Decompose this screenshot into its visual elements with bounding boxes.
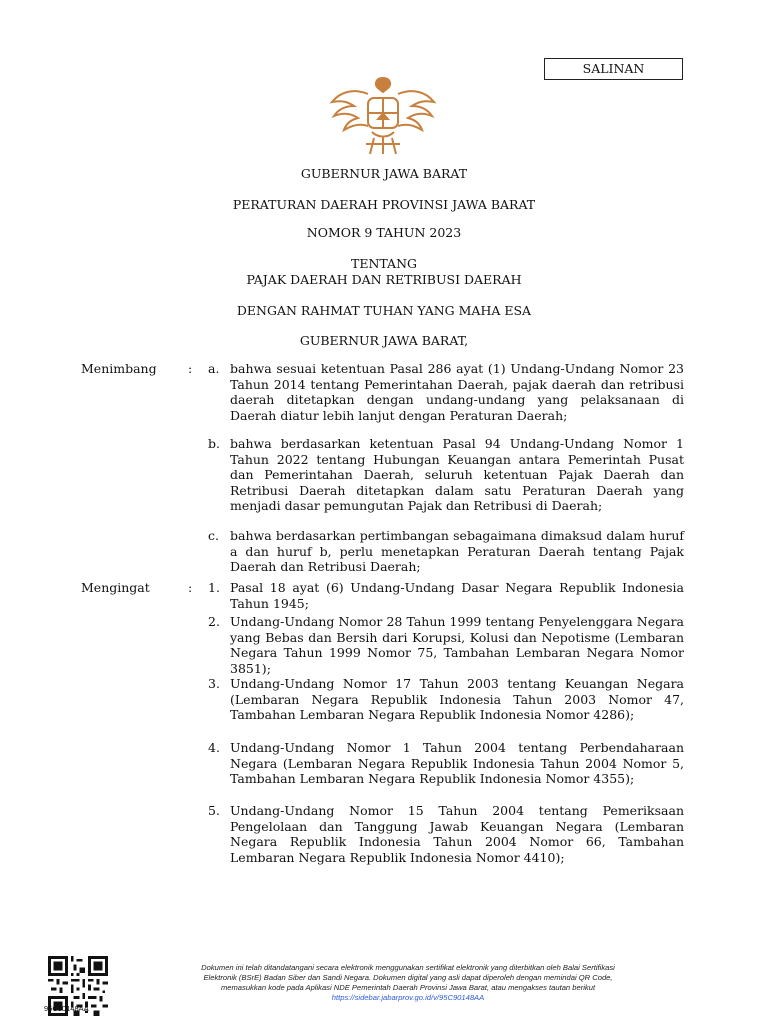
list-item — [208, 528, 684, 575]
item-number: 3. — [208, 676, 220, 691]
regulation-subject: PAJAK DAERAH DAN RETRIBUSI DAERAH — [246, 272, 522, 287]
qr-code-id: 95C90148AA — [44, 1004, 89, 1013]
list-item — [208, 580, 684, 611]
list-item — [208, 803, 684, 865]
item-number: 5. — [208, 803, 220, 818]
list-item — [208, 676, 684, 723]
notice-line: memasukkan kode pada Aplikasi NDE Pemerintah Daerah Provinsi Jawa Barat, atau mengakses tautan berikut — [220, 983, 596, 992]
signature-notice — [128, 963, 688, 1003]
item-text: Pasal 18 ayat (6) Undang-Undang Dasar Negara Republik Indonesia Tahun 1945; — [230, 580, 684, 611]
item-number: 1. — [208, 580, 220, 595]
garuda-emblem — [328, 68, 438, 158]
item-text: Undang-Undang Nomor 17 Tahun 2003 tentang Keuangan Negara (Lembaran Negara Republik Indonesia Tahun 2003 Nomor 47, Tambahan Lembaran Negara Republik Indonesia Nomor 4286); — [230, 676, 684, 723]
item-text: bahwa sesuai ketentuan Pasal 286 ayat (1) Undang-Undang Nomor 23 Tahun 2014 tentang Pemerintahan Daerah, pajak daerah dan retribusi daerah ditetapkan dengan undang-undang yang pelaksanaan di Daerah diatur lebih lanjut dengan Peraturan Daerah; — [230, 361, 684, 423]
item-text: bahwa berdasarkan ketentuan Pasal 94 Undang-Undang Nomor 1 Tahun 2022 tentang Hubungan Keuangan antara Pemerintah Pusat dan Pemerintahan Daerah, seluruh ketentuan Pajak Daerah dan Retribusi Daerah ditetapkan dalam satu Peraturan Daerah yang menjadi dasar pemungutan Pajak dan Retribusi di Daerah; — [230, 436, 684, 514]
verification-link[interactable]: https://sidebar.jabarprov.go.id/v/95C90148AA — [331, 993, 485, 1002]
notice-line: Dokumen ini telah ditandatangani secara elektronik menggunakan sertifikat elektronik yang diterbitkan oleh Balai Sertifikasi — [201, 963, 615, 972]
item-number: a. — [208, 361, 220, 376]
item-text: Undang-Undang Nomor 1 Tahun 2004 tentang Perbendaharaan Negara (Lembaran Negara Republik Indonesia Tahun 2004 Nomor 5, Tambahan Lembaran Negara Republik Indonesia Nomor 4355); — [230, 740, 684, 787]
regulation-number: NOMOR 9 TAHUN 2023 — [306, 225, 462, 240]
item-text: Undang-Undang Nomor 28 Tahun 1999 tentang Penyelenggara Negara yang Bebas dan Bersih dari Korupsi, Kolusi dan Nepotisme (Lembaran Negara Tahun 1999 Nomor 75, Tambahan Lembaran Negara Nomor 3851); — [230, 614, 684, 676]
list-item — [208, 614, 684, 676]
menimbang-label: Menimbang — [81, 361, 157, 376]
list-item — [208, 361, 684, 423]
item-number: b. — [208, 436, 220, 451]
mengingat-colon: : — [188, 580, 193, 595]
item-text: bahwa berdasarkan pertimbangan sebagaimana dimaksud dalam huruf a dan huruf b, perlu menetapkan Peraturan Daerah tentang Pajak Daerah dan Retribusi Daerah; — [230, 528, 684, 575]
list-item — [208, 740, 684, 787]
item-number: c. — [208, 528, 219, 543]
item-number: 4. — [208, 740, 220, 755]
regulation-title: PERATURAN DAERAH PROVINSI JAWA BARAT — [232, 197, 536, 212]
mengingat-label: Mengingat — [81, 580, 150, 595]
menimbang-colon: : — [188, 361, 193, 376]
list-item — [208, 436, 684, 514]
preamble-line: DENGAN RAHMAT TUHAN YANG MAHA ESA — [236, 303, 532, 318]
tentang-heading: TENTANG — [350, 256, 417, 271]
governor-title: GUBERNUR JAWA BARAT — [300, 166, 468, 181]
item-number: 2. — [208, 614, 220, 629]
salinan-stamp: SALINAN — [544, 58, 683, 80]
notice-line: Elektronik (BSrE) Badan Siber dan Sandi Negara. Dokumen digital yang asli dapat diperoleh dengan memindai QR Code, — [203, 973, 613, 982]
item-text: Undang-Undang Nomor 15 Tahun 2004 tentang Pemeriksaan Pengelolaan dan Tanggung Jawab Keuangan Negara (Lembaran Negara Republik Indonesia Tahun 2004 Nomor 66, Tambahan Lembaran Negara Republik Indonesia Nomor 4410); — [230, 803, 684, 865]
governor-signatory: GUBERNUR JAWA BARAT, — [299, 333, 469, 348]
